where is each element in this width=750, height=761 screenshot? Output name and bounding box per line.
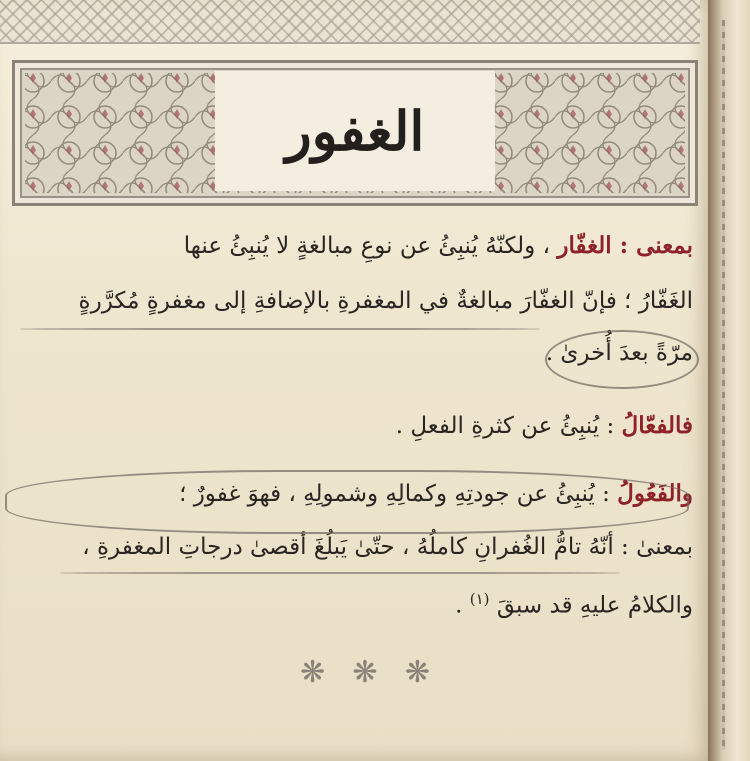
line-3	[28, 340, 693, 366]
footnote-marker: (١)	[469, 590, 490, 608]
line-7-text: والكلامُ عليهِ قد سبقَ	[496, 592, 693, 619]
title-ornamental-frame	[12, 60, 698, 206]
line-6	[28, 534, 693, 560]
line-4	[28, 412, 693, 439]
line-7-end: .	[455, 592, 463, 619]
term-faal: فالفعّالُ	[621, 412, 693, 439]
section-divider	[300, 655, 430, 690]
flower-ornament-icon: ❋	[352, 655, 378, 690]
line-1-text: ، ولكنّهُ يُنبِئُ عن نوعِ مبالغةٍ لا يُنبِئُ عنها	[183, 233, 551, 259]
flower-ornament-icon: ❋	[404, 655, 430, 690]
term-faool: والفَعُولُ	[617, 480, 693, 507]
line-5	[28, 480, 693, 507]
line-4-text: : يُنبِئُ عن كثرةِ الفعلِ .	[395, 413, 615, 439]
line-6-text: بمعنىٰ : أنّهُ تامُّ الغُفرانِ كاملُهُ ، حتّىٰ يَبلُغَ أقصىٰ درجاتِ المغفرةِ ،	[82, 534, 693, 560]
line-7	[28, 590, 693, 619]
adjacent-page-edge	[708, 0, 750, 761]
flower-ornament-icon: ❋	[300, 655, 326, 690]
line-3-text: مرّةً بعدَ أُخرىٰ .	[545, 340, 693, 366]
adjacent-page-border	[722, 20, 725, 750]
line-2	[28, 288, 693, 314]
pencil-underline-mark-2	[20, 328, 540, 330]
pencil-underline-mark	[60, 572, 620, 574]
term-ghaffar: بمعنى : الغفّار	[557, 232, 693, 259]
top-ornamental-border	[0, 0, 700, 44]
page-title: الغفور	[215, 71, 495, 191]
line-5-text: : يُنبِئُ عن جودتِهِ وكمالِهِ وشمولِهِ ، فهوَ غفورٌ ؛	[179, 481, 610, 507]
line-2-text: الغَفّارُ ؛ فإنّ الغفّارَ مبالغةٌ في المغفرةِ بالإضافةِ إلى مغفرةٍ مُكرَّرةٍ	[78, 288, 693, 314]
line-1	[28, 232, 693, 259]
